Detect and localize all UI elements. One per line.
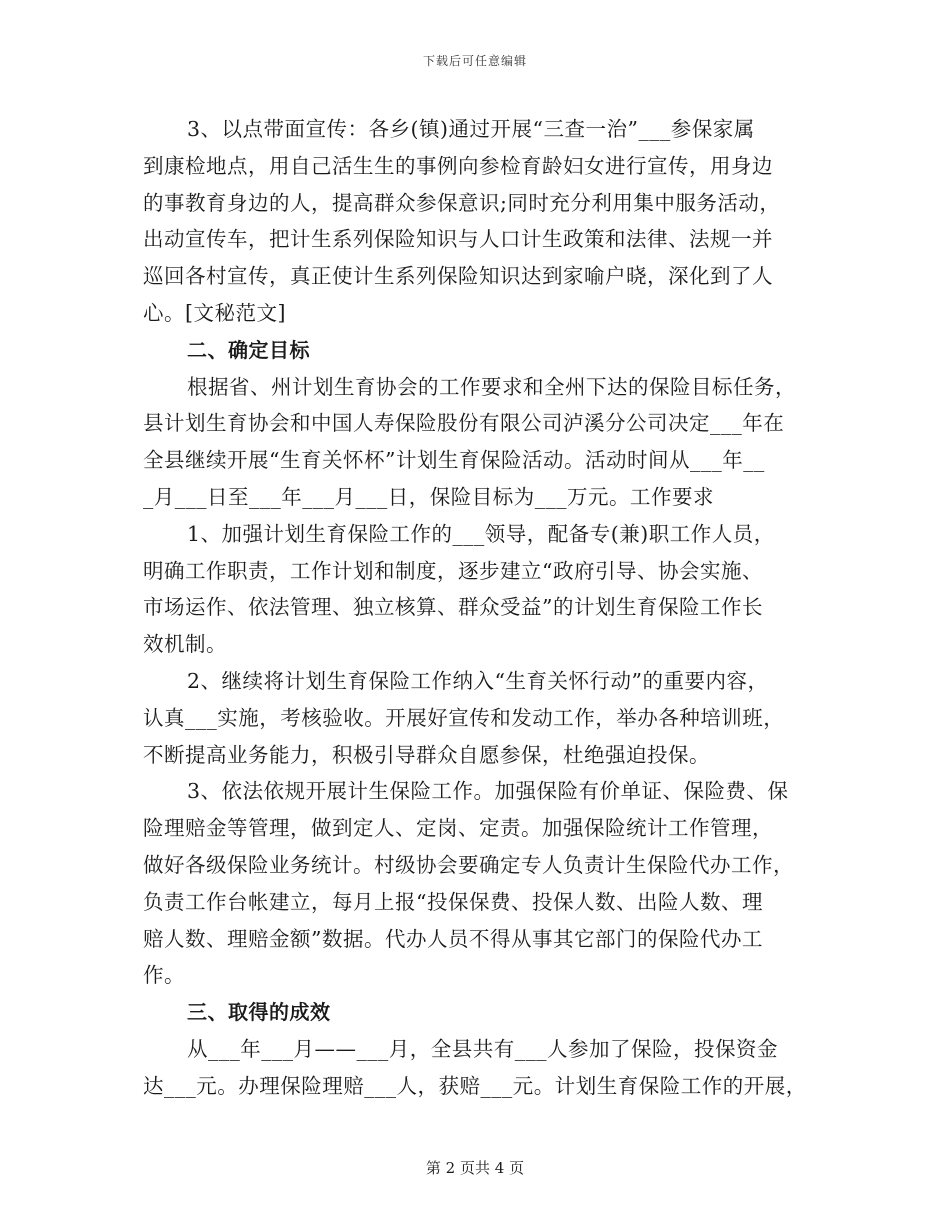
text-line: 从___年___月——___月，全县共有___人参加了保险，投保资金: [187, 1036, 778, 1061]
text-line: 出动宣传车，把计生系列保险知识与人口计生政策和法律、法规一并: [143, 227, 773, 252]
text-line: 作。: [143, 963, 185, 988]
text-line: 负责工作台帐建立，每月上报“投保保费、投保人数、出险人数、理: [143, 889, 763, 914]
text-line: 心。[文秘范文]: [143, 300, 286, 325]
text-line: 3、依法依规开展计生保险工作。加强保险有价单证、保险费、保: [187, 779, 789, 804]
text-line: 市场运作、依法管理、独立核算、群众受益”的计划生育保险工作长: [143, 595, 763, 620]
text-line: 达___元。办理保险理赔___人，获赔___元。计划生育保险工作的开展，: [143, 1073, 807, 1098]
text-line: 不断提高业务能力，积极引导群众自愿参保，杜绝强迫投保。: [143, 742, 710, 767]
page-footer: 第 2 页共 4 页: [425, 1159, 525, 1177]
text-line: 3、以点带面宣传：各乡(镇)通过开展“三查一治”___参保家属: [187, 117, 755, 141]
text-line: 的事教育身边的人，提高群众参保意识;同时充分利用集中服务活动，: [143, 190, 781, 215]
text-line: 县计划生育协会和中国人寿保险股份有限公司泸溪分公司决定___年在: [143, 411, 785, 436]
text-line: 效机制。: [143, 632, 227, 657]
text-line: 做好各级保险业务统计。村级协会要确定专人负责计生保险代办工作，: [143, 852, 794, 877]
text-line: 赔人数、理赔金额”数据。代办人员不得从事其它部门的保险代办工: [143, 926, 763, 951]
page-header: 下载后可任意编辑: [422, 54, 527, 68]
section-heading: 三、取得的成效: [187, 1000, 331, 1025]
text-line: 2、继续将计划生育保险工作纳入“生育关怀行动”的重要内容，: [187, 668, 769, 693]
text-line: _月___日至___年___月___日，保险目标为___万元。工作要求: [143, 484, 714, 509]
text-line: 巡回各村宣传，真正使计生系列保险知识达到家喻户晓，深化到了人: [143, 264, 773, 289]
text-line: 明确工作职责，工作计划和制度，逐步建立“政府引导、协会实施、: [143, 558, 763, 583]
text-line: 1、加强计划生育保险工作的___领导，配备专(兼)职工作人员，: [187, 521, 775, 546]
text-line: 到康检地点，用自己活生生的事例向参检育龄妇女进行宣传，用身边: [143, 153, 773, 178]
text-line: 认真___实施，考核验收。开展好宣传和发动工作，举办各种培训班，: [143, 705, 785, 730]
section-heading: 二、确定目标: [187, 337, 310, 362]
document-body: [143, 111, 815, 1105]
text-line: 全县继续开展“生育关怀杯”计划生育保险活动。活动时间从___年__: [143, 448, 765, 473]
text-line: 险理赔金等管理，做到定人、定岗、定责。加强保险统计工作管理，: [143, 816, 773, 841]
text-line: 根据省、州计划生育协会的工作要求和全州下达的保险目标任务，: [187, 374, 796, 399]
